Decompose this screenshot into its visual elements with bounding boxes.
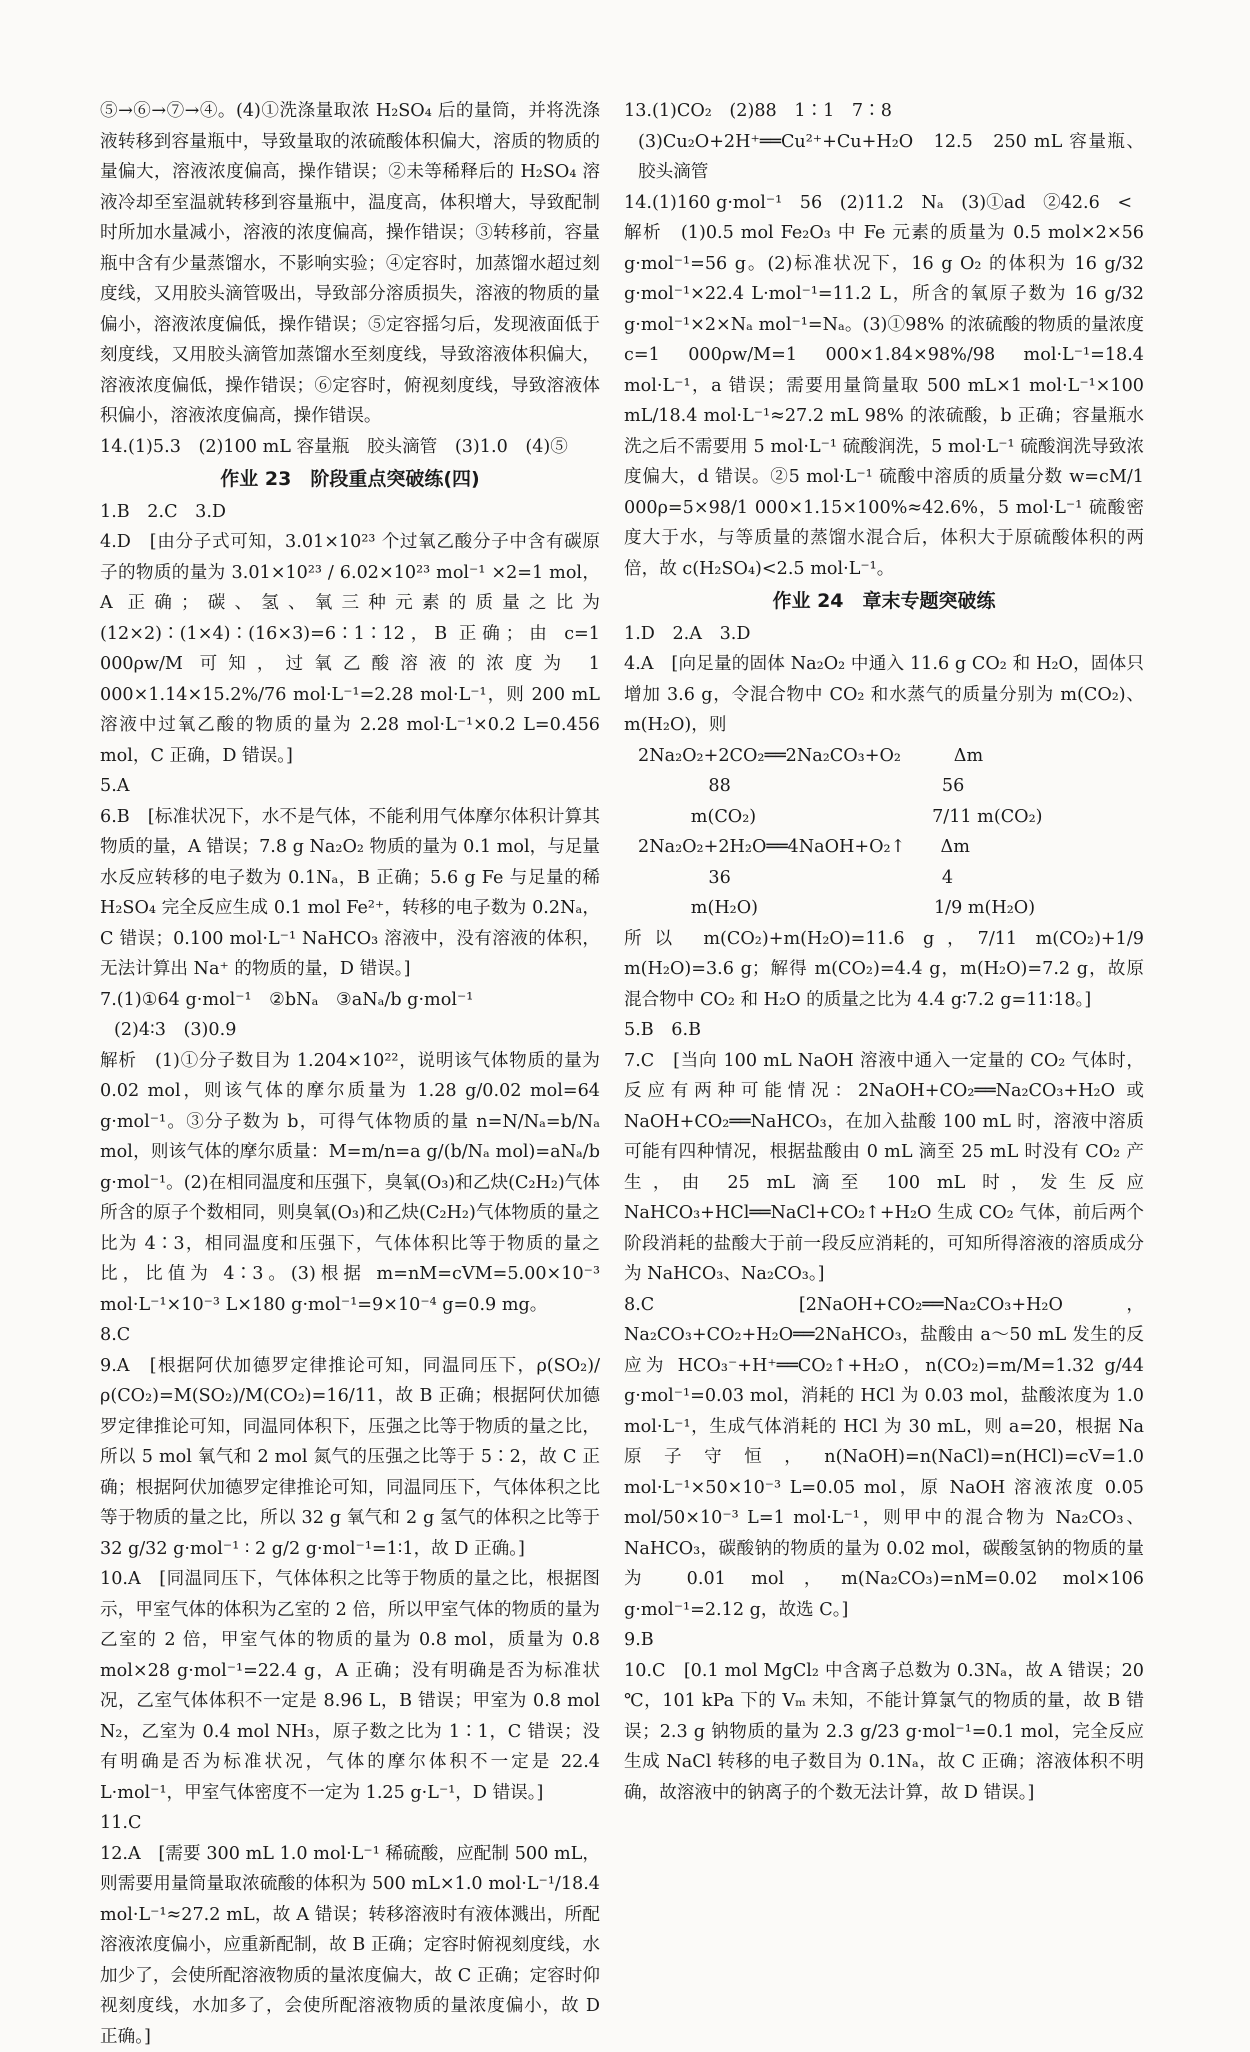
left-column [100, 96, 600, 2052]
answer-paragraph: 7.C [当向 100 mL NaOH 溶液中通入一定量的 CO₂ 气体时，反应有两种可能情况：2NaOH+CO₂══Na₂CO₃+H₂O 或 NaOH+CO₂══NaHCO₃，在加入盐酸 100 mL 时，溶液中溶质可能有四种情况，根据盐酸由 0 mL 滴至 25 mL 时没有 CO₂ 产生，由 25 mL 滴至 100 mL 时，发生反应 NaHCO₃+HCl══NaCl+CO₂↑+H₂O 生成 CO₂ 气体，前后两个阶段消耗的盐酸大于前一段反应消耗的，可知所得溶液的溶质成分为 NaHCO₃、Na₂CO₃。] [624, 1046, 1144, 1290]
answer-paragraph: 2Na₂O₂+2CO₂══2Na₂CO₃+O₂ Δm [624, 741, 1144, 772]
answer-paragraph: 解析 (1)0.5 mol Fe₂O₃ 中 Fe 元素的质量为 0.5 mol×2×56 g·mol⁻¹=56 g。(2)标准状况下，16 g O₂ 的体积为 16 g/32 g·mol⁻¹×22.4 L·mol⁻¹=11.2 L，所含的氧原子数为 16 g/32 g·mol⁻¹×2×Nₐ mol⁻¹=Nₐ。(3)①98% 的浓硫酸的物质的量浓度 c=1 000ρw/M=1 000×1.84×98%/98 mol·L⁻¹=18.4 mol·L⁻¹，a 错误；需要用量筒量取 500 mL×1 mol·L⁻¹×100 mL/18.4 mol·L⁻¹≈27.2 mL 98% 的浓硫酸，b 正确；容量瓶水洗之后不需要用 5 mol·L⁻¹ 硫酸润洗，5 mol·L⁻¹ 硫酸润洗导致浓度偏大，d 错误。②5 mol·L⁻¹ 硫酸中溶质的质量分数 w=cM/1 000ρ=5×98/1 000×1.15×100%≈42.6%，5 mol·L⁻¹ 硫酸密度大于水，与等质量的蒸馏水混合后，体积大于原硫酸体积的两倍，故 c(H₂SO₄)<2.5 mol·L⁻¹。 [624, 218, 1144, 584]
answer-paragraph: 6.B [标准状况下，水不是气体，不能利用气体摩尔体积计算其物质的量，A 错误；7.8 g Na₂O₂ 物质的量为 0.1 mol，与足量水反应转移的电子数为 0.1Nₐ，B 正确；5.6 g Fe 与足量的稀 H₂SO₄ 完全反应生成 0.1 mol Fe²⁺，转移的电子数为 0.2Nₐ，C 错误；0.100 mol·L⁻¹ NaHCO₃ 溶液中，没有溶液的体积，无法计算出 Na⁺ 的物质的量，D 错误。] [100, 802, 600, 985]
answer-paragraph: 5.B 6.B [624, 1015, 1144, 1046]
section-heading: 作业 23 阶段重点突破练(四) [100, 464, 600, 495]
answer-paragraph: 12.A [需要 300 mL 1.0 mol·L⁻¹ 稀硫酸，应配制 500 mL，则需要用量筒量取浓硫酸的体积为 500 mL×1.0 mol·L⁻¹/18.4 mol·L⁻¹≈27.2 mL，故 A 错误；转移溶液时有液体溅出，所配溶液浓度偏小，应重新配制，故 B 正确；定容时俯视刻度线，水加少了，会使所配溶液物质的量浓度偏大，故 C 正确；定容时仰视刻度线，水加多了，会使所配溶液物质的量浓度偏小，故 D 正确。] [100, 1839, 600, 2052]
answer-paragraph: 8.C [100, 1320, 600, 1351]
answer-paragraph: 9.A [根据阿伏加德罗定律推论可知，同温同压下，ρ(SO₂)/ρ(CO₂)=M(SO₂)/M(CO₂)=16/11，故 B 正确；根据阿伏加德罗定律推论可知，同温同体积下，压强之比等于物质的量之比，所以 5 mol 氧气和 2 mol 氮气的压强之比等于 5∶2，故 C 正确；根据阿伏加德罗定律推论可知，同温同压下，气体体积之比等于物质的量之比，所以 32 g 氧气和 2 g 氢气的体积之比等于 32 g/32 g·mol⁻¹ ∶ 2 g/2 g·mol⁻¹=1∶1，故 D 正确。] [100, 1351, 600, 1565]
answer-paragraph: 9.B [624, 1625, 1144, 1656]
answer-paragraph: 5.A [100, 771, 600, 802]
answer-paragraph: 解析 (1)①分子数目为 1.204×10²²，说明该气体物质的量为 0.02 mol，则该气体的摩尔质量为 1.28 g/0.02 mol=64 g·mol⁻¹。③分子数为 b，可得气体物质的量 n=N/Nₐ=b/Nₐ mol，则该气体的摩尔质量：M=m/n=a g/(b/Nₐ mol)=aNₐ/b g·mol⁻¹。(2)在相同温度和压强下，臭氧(O₃)和乙炔(C₂H₂)气体所含的原子个数相同，则臭氧(O₃)和乙炔(C₂H₂)气体物质的量之比为 4∶3，相同温度和压强下，气体体积比等于物质的量之比，比值为 4∶3。(3)根据 m=nM=cVM=5.00×10⁻³ mol·L⁻¹×10⁻³ L×180 g·mol⁻¹=9×10⁻⁴ g=0.9 mg。 [100, 1046, 600, 1321]
answer-paragraph: ⑤→⑥→⑦→④。(4)①洗涤量取浓 H₂SO₄ 后的量筒，并将洗涤液转移到容量瓶中，导致量取的浓硫酸体积偏大，溶质的物质的量偏大，溶液浓度偏高，操作错误；②未等稀释后的 H₂SO₄ 溶液冷却至室温就转移到容量瓶中，温度高，体积增大，导致配制时所加水量减小，溶液的浓度偏高，操作错误；③转移前，容量瓶中含有少量蒸馏水，不影响实验；④定容时，加蒸馏水超过刻度线，又用胶头滴管吸出，导致部分溶质损失，溶液的物质的量偏小，溶液浓度偏低，操作错误；⑤定容摇匀后，发现液面低于刻度线，又用胶头滴管加蒸馏水至刻度线，导致溶液体积偏大，溶液浓度偏低，操作错误；⑥定容时，俯视刻度线，导致溶液体积偏小，溶液浓度偏高，操作错误。 [100, 96, 600, 432]
answer-paragraph: 36 4 [624, 863, 1144, 894]
answer-paragraph: (2)4∶3 (3)0.9 [100, 1015, 600, 1046]
answer-paragraph: 13.(1)CO₂ (2)88 1∶1 7∶8 [624, 96, 1144, 127]
answer-paragraph: 14.(1)160 g·mol⁻¹ 56 (2)11.2 Nₐ (3)①ad ②42.6 < [624, 188, 1144, 219]
answer-paragraph: 1.B 2.C 3.D [100, 497, 600, 528]
answer-paragraph: 1.D 2.A 3.D [624, 619, 1144, 650]
section-heading: 作业 24 章末专题突破练 [624, 586, 1144, 617]
answer-paragraph: 4.D [由分子式可知，3.01×10²³ 个过氧乙酸分子中含有碳原子的物质的量为 3.01×10²³ / 6.02×10²³ mol⁻¹ ×2=1 mol，A 正确；碳、氢、氧三种元素的质量之比为(12×2)∶(1×4)∶(16×3)=6∶1∶12，B 正确；由 c=1 000ρw/M 可知，过氧乙酸溶液的浓度为 1 000×1.14×15.2%/76 mol·L⁻¹=2.28 mol·L⁻¹，则 200 mL 溶液中过氧乙酸的物质的量为 2.28 mol·L⁻¹×0.2 L=0.456 mol，C 正确，D 错误。] [100, 527, 600, 771]
answer-paragraph: 4.A [向足量的固体 Na₂O₂ 中通入 11.6 g CO₂ 和 H₂O，固体只增加 3.6 g，令混合物中 CO₂ 和水蒸气的质量分别为 m(CO₂)、m(H₂O)，则 [624, 649, 1144, 741]
right-column [624, 96, 1144, 1808]
answer-paragraph: 10.A [同温同压下，气体体积之比等于物质的量之比，根据图示，甲室气体的体积为乙室的 2 倍，所以甲室气体的物质的量为乙室的 2 倍，甲室气体的物质的量为 0.8 mol，质量为 0.8 mol×28 g·mol⁻¹=22.4 g，A 正确；没有明确是否为标准状况，乙室气体体积不一定是 8.96 L，B 错误；甲室为 0.8 mol N₂，乙室为 0.4 mol NH₃，原子数之比为 1∶1，C 错误；没有明确是否为标准状况，气体的摩尔体积不一定是 22.4 L·mol⁻¹，甲室气体密度不一定为 1.25 g·L⁻¹，D 错误。] [100, 1564, 600, 1808]
answer-paragraph: 14.(1)5.3 (2)100 mL 容量瓶 胶头滴管 (3)1.0 (4)⑤ [100, 432, 600, 463]
answer-paragraph: 2Na₂O₂+2H₂O══4NaOH+O₂↑ Δm [624, 832, 1144, 863]
answer-paragraph: m(H₂O) 1/9 m(H₂O) [624, 893, 1144, 924]
answer-paragraph: 10.C [0.1 mol MgCl₂ 中含离子总数为 0.3Nₐ，故 A 错误；20 ℃，101 kPa 下的 Vₘ 未知，不能计算氯气的物质的量，故 B 错误；2.3 g 钠物质的量为 2.3 g/23 g·mol⁻¹=0.1 mol，完全反应生成 NaCl 转移的电子数目为 0.1Nₐ，故 C 正确；溶液体积不明确，故溶液中的钠离子的个数无法计算，故 D 错误。] [624, 1656, 1144, 1809]
answer-paragraph: (3)Cu₂O+2H⁺══Cu²⁺+Cu+H₂O 12.5 250 mL 容量瓶、胶头滴管 [624, 127, 1144, 188]
answer-paragraph: 88 56 [624, 771, 1144, 802]
answer-paragraph: 所以 m(CO₂)+m(H₂O)=11.6 g，7/11 m(CO₂)+1/9 m(H₂O)=3.6 g；解得 m(CO₂)=4.4 g，m(H₂O)=7.2 g，故原混合物中 CO₂ 和 H₂O 的质量之比为 4.4 g∶7.2 g=11∶18。] [624, 924, 1144, 1016]
answer-paragraph: 8.C [2NaOH+CO₂══Na₂CO₃+H₂O，Na₂CO₃+CO₂+H₂O══2NaHCO₃，盐酸由 a～50 mL 发生的反应为 HCO₃⁻+H⁺══CO₂↑+H₂O，n(CO₂)=m/M=1.32 g/44 g·mol⁻¹=0.03 mol，消耗的 HCl 为 0.03 mol，盐酸浓度为 1.0 mol·L⁻¹，生成气体消耗的 HCl 为 30 mL，则 a=20，根据 Na 原子守恒，n(NaOH)=n(NaCl)=n(HCl)=cV=1.0 mol·L⁻¹×50×10⁻³ L=0.05 mol，原 NaOH 溶液浓度 0.05 mol/50×10⁻³ L=1 mol·L⁻¹，则甲中的混合物为 Na₂CO₃、NaHCO₃，碳酸钠的物质的量为 0.02 mol，碳酸氢钠的物质的量为 0.01 mol，m(Na₂CO₃)=nM=0.02 mol×106 g·mol⁻¹=2.12 g，故选 C。] [624, 1290, 1144, 1626]
answer-paragraph: m(CO₂) 7/11 m(CO₂) [624, 802, 1144, 833]
answer-paragraph: 7.(1)①64 g·mol⁻¹ ②bNₐ ③aNₐ/b g·mol⁻¹ [100, 985, 600, 1016]
answer-paragraph: 11.C [100, 1808, 600, 1839]
